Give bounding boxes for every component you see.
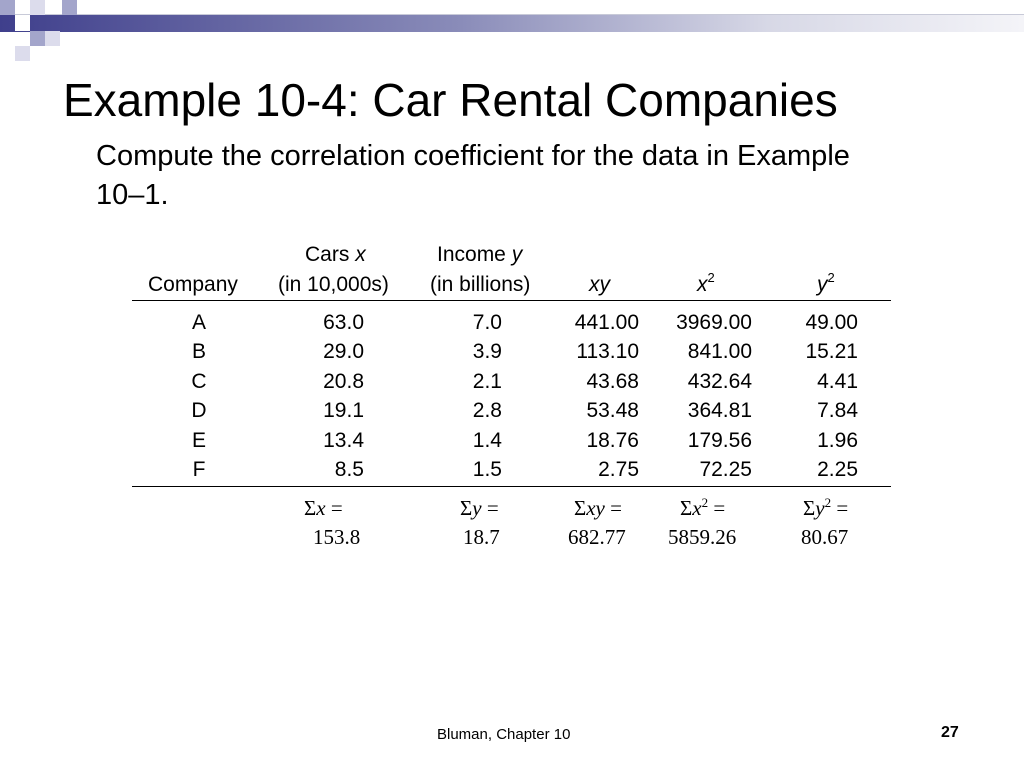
table-cell: B xyxy=(191,340,206,364)
decorative-square xyxy=(62,0,77,15)
table-cell: 113.10 xyxy=(576,340,639,364)
column-income xyxy=(440,308,502,484)
sum-xy-label: Σxy = xyxy=(574,496,622,520)
table-cell: 3969.00 xyxy=(676,311,752,334)
decorative-square xyxy=(15,46,30,61)
header-income-unit: (in billions) xyxy=(430,273,531,296)
table-cell: A xyxy=(191,311,206,334)
column-cars xyxy=(290,308,364,484)
header-cars-unit: (in 10,000s) xyxy=(278,273,389,296)
sum-x-value: 153.8 xyxy=(313,525,361,549)
table-cell: 63.0 xyxy=(323,311,364,334)
header-gradient-bar xyxy=(0,14,1024,32)
decorative-square xyxy=(30,31,45,46)
sum-y-squared-value: 80.67 xyxy=(801,525,849,549)
table-cell: 1.5 xyxy=(472,458,502,482)
table-cell: 53.48 xyxy=(586,399,639,423)
table-cell: 7.84 xyxy=(817,399,858,423)
table-cell: 2.8 xyxy=(472,399,502,423)
table-cell: 841.00 xyxy=(687,340,752,364)
table-cell: 19.1 xyxy=(323,399,364,423)
table-cell: 179.56 xyxy=(687,428,752,452)
table-cell: 7.0 xyxy=(472,311,502,334)
table-top-rule xyxy=(132,300,891,301)
decorative-square xyxy=(30,0,45,15)
table-cell: 72.25 xyxy=(699,458,752,482)
sum-y-value: 18.7 xyxy=(463,525,500,549)
table-cell: 364.81 xyxy=(687,399,752,423)
column-y-squared xyxy=(780,308,858,484)
table-cell: 1.96 xyxy=(817,428,858,452)
column-xy xyxy=(550,308,639,484)
table-cell: 4.41 xyxy=(817,369,858,393)
table-cell: 43.68 xyxy=(586,369,639,393)
table-cell: 13.4 xyxy=(323,428,364,452)
header-y-squared: $y^2$ xyxy=(817,270,835,296)
sum-x-squared-label: $\Sigma x^2$ = xyxy=(680,495,726,520)
table-cell: C xyxy=(191,369,207,393)
sum-x-label: Σx = xyxy=(304,496,343,520)
header-x-squared: $x^2$ xyxy=(697,270,715,296)
sum-xy-value: 682.77 xyxy=(568,525,626,549)
header-xy: xy xyxy=(589,273,610,296)
table-cell: 49.00 xyxy=(805,311,858,334)
page-number: 27 xyxy=(941,724,959,741)
column-company xyxy=(180,308,218,484)
decorative-square xyxy=(0,0,15,15)
table-cell: 29.0 xyxy=(323,340,364,364)
table-cell: F xyxy=(192,458,206,482)
slide-title: Example 10-4: Car Rental Companies xyxy=(63,74,838,126)
table-cell: 15.21 xyxy=(805,340,858,364)
table-cell: 1.4 xyxy=(472,428,502,452)
header-cars: Cars x xyxy=(305,243,366,266)
table-cell: E xyxy=(191,428,206,452)
table-cell: 441.00 xyxy=(574,311,639,334)
table-cell: 8.5 xyxy=(334,458,364,482)
sum-y-squared-label: $\Sigma y^2$ = xyxy=(803,495,849,520)
table-cell: 3.9 xyxy=(472,340,502,364)
sum-y-label: Σy = xyxy=(460,496,499,520)
decorative-square xyxy=(45,31,60,46)
footer-source: Bluman, Chapter 10 xyxy=(437,726,571,743)
table-bottom-rule xyxy=(132,486,891,487)
header-company: Company xyxy=(148,273,238,296)
decorative-square xyxy=(15,15,30,31)
column-x-squared xyxy=(652,308,752,484)
header-income: Income y xyxy=(437,243,523,266)
table-cell: D xyxy=(191,399,207,423)
table-cell: 18.76 xyxy=(586,428,639,452)
table-cell: 2.75 xyxy=(598,458,639,482)
table-cell: 2.1 xyxy=(472,369,502,393)
table-cell: 2.25 xyxy=(817,458,858,482)
table-cell: 20.8 xyxy=(323,369,364,393)
table-cell: 432.64 xyxy=(687,369,752,393)
slide-subtitle: Compute the correlation coefficient for the data in Example 10–1. xyxy=(96,140,850,211)
sum-x-squared-value: 5859.26 xyxy=(668,525,737,549)
